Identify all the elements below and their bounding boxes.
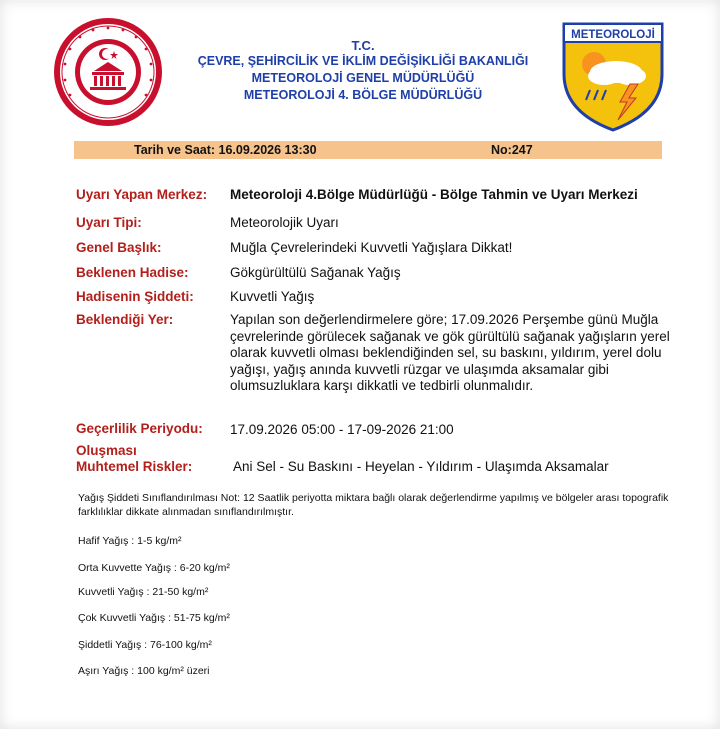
label-general-title: Genel Başlık:	[76, 240, 162, 255]
level-extreme: Aşırı Yağış : 100 kg/m² üzeri	[78, 665, 210, 677]
level-severe: Şiddetli Yağış : 76-100 kg/m²	[78, 639, 212, 651]
value-general-title: Muğla Çevrelerindeki Kuvvetli Yağışlara Dikkat!	[230, 240, 513, 255]
value-warning-type: Meteorolojik Uyarı	[230, 215, 339, 230]
label-event-severity: Hadisenin Şiddeti:	[76, 289, 194, 304]
value-expected-event: Gökgürültülü Sağanak Yağış	[230, 265, 401, 280]
label-warning-type: Uyarı Tipi:	[76, 215, 142, 230]
value-validity-period: 17.09.2026 05:00 - 17-09-2026 21:00	[230, 422, 454, 437]
level-strong: Kuvvetli Yağış : 21-50 kg/m²	[78, 586, 209, 598]
header-ministry: ÇEVRE, ŞEHİRCİLİK VE İKLİM DEĞİŞİKLİĞİ BAKANLIĞI	[197, 54, 529, 68]
header-regional: METEOROLOJİ 4. BÖLGE MÜDÜRLÜĞÜ	[243, 88, 483, 102]
label-risks-line1: Oluşması	[76, 443, 137, 458]
document-number: No:247	[491, 143, 533, 157]
label-expected-event: Beklenen Hadise:	[76, 265, 189, 280]
meteoroloji-logo	[560, 20, 666, 132]
level-light: Hafif Yağış : 1-5 kg/m²	[78, 535, 182, 547]
classification-note: Yağış Şiddeti Sınıflandırılması Not: 12 Saatlik periyotta miktara bağlı olarak değerlendirme yapılmış ve bölgeler arası topografik farklılıklar dikkate alınmadan sınıflandırılmıştır.	[78, 492, 669, 518]
label-validity-period: Geçerlilik Periyodu:	[76, 421, 203, 436]
meteoroloji-logo-text: METEOROLOJİ	[571, 29, 655, 41]
label-expected-location: Beklendiği Yer:	[76, 312, 174, 327]
value-expected-location: Yapılan son değerlendirmelere göre; 17.09.2026 Perşembe günü Muğla çevrelerinde görülecek sağanak ve gök gürültülü sağanak yağışların yerel olarak kuvvetli olması beklendiğinden sel, su baskını, yıldırım, yerel dolu yağışı, yağış anında kuvvetli rüzgar ve ulaşımda aksamalar gibi olumsuzluklara karşı dikkatli ve tedbirli olunmalıdır.	[230, 312, 670, 393]
value-possible-risks: Ani Sel - Su Baskını - Heyelan - Yıldırım - Ulaşımda Aksamalar	[233, 459, 609, 474]
label-risks-line2: Muhtemel Riskler:	[76, 459, 193, 474]
label-issuing-center: Uyarı Yapan Merkez:	[76, 187, 208, 202]
value-event-severity: Kuvvetli Yağış	[230, 289, 315, 304]
value-issuing-center: Meteoroloji 4.Bölge Müdürlüğü - Bölge Tahmin ve Uyarı Merkezi	[230, 187, 638, 202]
level-very-strong: Çok Kuvvetli Yağış : 51-75 kg/m²	[78, 612, 230, 624]
header-titles	[168, 38, 558, 104]
ministry-seal-logo	[50, 14, 166, 130]
level-moderate: Orta Kuvvette Yağış : 6-20 kg/m²	[78, 562, 230, 574]
date-time: Tarih ve Saat: 16.09.2026 13:30	[134, 143, 317, 157]
header-country: T.C.	[351, 38, 375, 53]
date-bar	[74, 141, 662, 159]
header-directorate: METEOROLOJİ GENEL MÜDÜRLÜĞÜ	[251, 71, 475, 85]
